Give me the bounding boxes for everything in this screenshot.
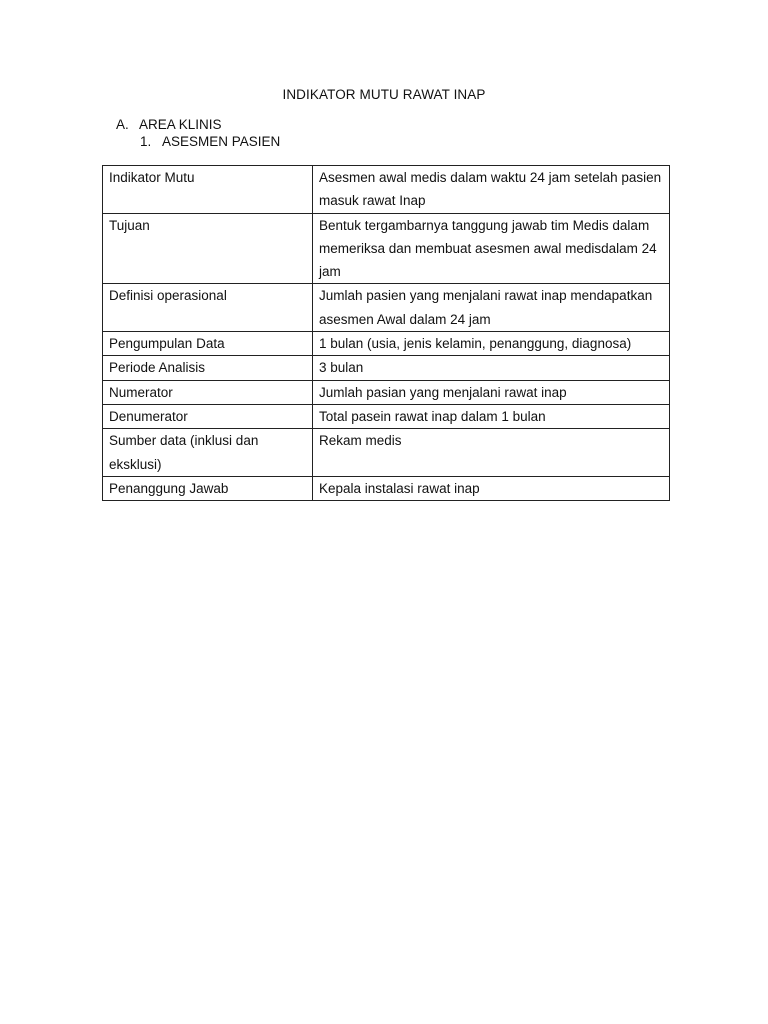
table-value-cell: Asesmen awal medis dalam waktu 24 jam setelah pasien masuk rawat Inap [313,166,670,214]
table-value-cell: Bentuk tergambarnya tanggung jawab tim Medis dalam memeriksa dan membuat asesmen awal medisdalam 24 jam [313,213,670,284]
table-row [103,332,670,356]
section-marker: A. [116,117,129,132]
table-value-cell: Kepala instalasi rawat inap [313,476,670,500]
table-field-cell: Numerator [103,380,313,404]
table-value-cell: Rekam medis [313,429,670,477]
subsection-heading [140,134,280,149]
indicator-table [102,165,670,501]
table-row [103,404,670,428]
table-field-cell: Sumber data (inklusi dan eksklusi) [103,429,313,477]
table-row [103,356,670,380]
table-value-cell: Jumlah pasian yang menjalani rawat inap [313,380,670,404]
table-field-cell: Denumerator [103,404,313,428]
table-field-cell: Indikator Mutu [103,166,313,214]
table-field-cell: Penanggung Jawab [103,476,313,500]
table-row [103,429,670,477]
table-field-cell: Periode Analisis [103,356,313,380]
table-field-cell: Tujuan [103,213,313,284]
table-value-cell: Total pasein rawat inap dalam 1 bulan [313,404,670,428]
subsection-marker: 1. [140,134,152,149]
table-value-cell: Jumlah pasien yang menjalani rawat inap mendapatkan asesmen Awal dalam 24 jam [313,284,670,332]
table-row [103,284,670,332]
table-row [103,213,670,284]
section-label: AREA KLINIS [139,117,222,132]
table-row [103,380,670,404]
subsection-label: ASESMEN PASIEN [162,134,281,149]
table-value-cell: 1 bulan (usia, jenis kelamin, penanggung, diagnosa) [313,332,670,356]
document-title: INDIKATOR MUTU RAWAT INAP [282,87,486,102]
table-row [103,476,670,500]
table-field-cell: Pengumpulan Data [103,332,313,356]
table-value-cell: 3 bulan [313,356,670,380]
table-row [103,166,670,214]
section-heading [116,117,222,132]
table-field-cell: Definisi operasional [103,284,313,332]
